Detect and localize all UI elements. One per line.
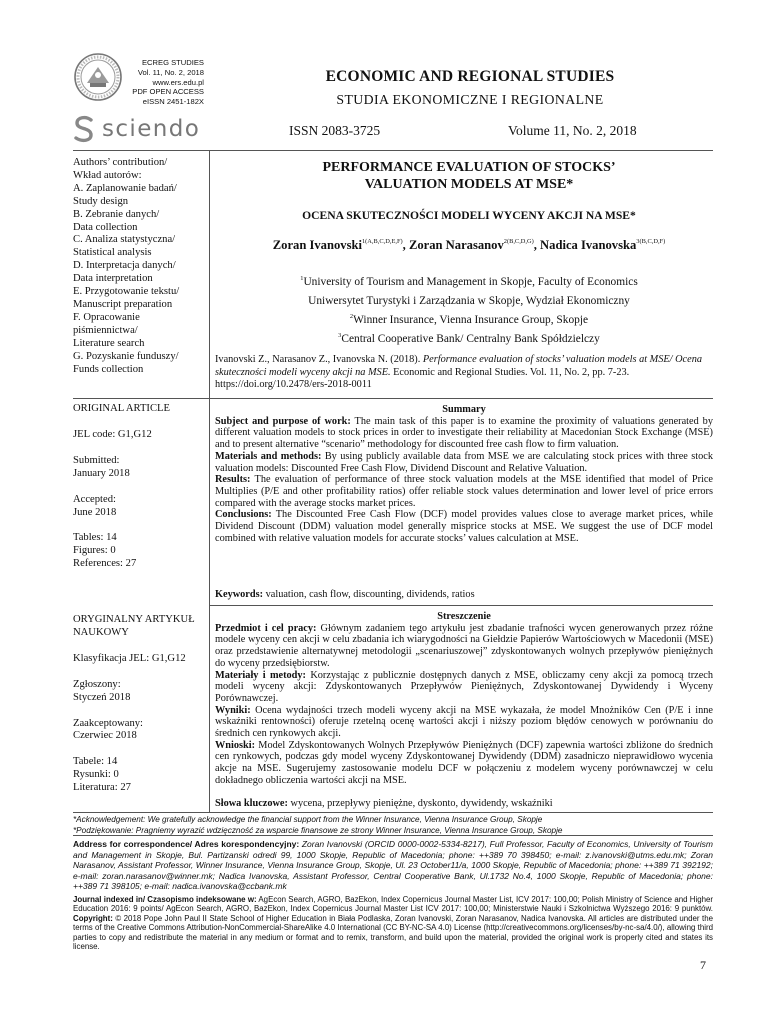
affiliation-text: Winner Insurance, Vienna Insurance Group, Skopje [353,314,589,327]
abstract-text: The Discounted Free Cash Flow (DCF) model provides values close to average market prices, while Dividend Discount (DDM) valuation model generally misprice stocks at MSE. We suggest the use of DCF model combined with relative valuation models for accurate stocks’ values calculation at MSE. [215,509,713,544]
summary-rule [209,605,713,606]
contribution-line: B. Zebranie danych/ [73,208,160,220]
author-contribution-codes: 1(A,B,C,D,E,F) [361,238,403,245]
article-info-pl [73,614,207,795]
citation-title: Performance evaluation of stocks’ valuation models at MSE/ Ocena skuteczności modeli wyceny akcji na MSE. [215,354,702,378]
jel-code: JEL code: G1,G12 [73,428,152,440]
contribution-line: A. Zaplanowanie badań/ [73,182,177,194]
abstract-label: Materiały i metody: [215,669,306,681]
abstract-text: Ocena wydajności trzech modeli wyceny akcji na MSE wykazała, że model Mnożników Cen (P/E i inne wskaźniki rentowności) oferuje rzetelną ocenę wartości akcji i niższy poziom błędów cenowych w porównaniu do średnich cen rynkowych akcji. [215,704,713,740]
affiliation-text: Uniwersytet Turystyki i Zarządzania w Skopje, Wydział Ekonomiczny [308,295,630,308]
article-type-pl-2: NAUKOWY [73,626,129,638]
citation [215,354,713,392]
abstract-text: Głównym zadaniem tego artykułu jest zbadanie trafności wycen generowanych przez różne modele wyceny cen akcji w celu zbadania ich wiarygodności na Giełdzie Papierów Wartościowych w Macedonii (MSE) oraz przedstawienie alternatywnej metodologii „scenariuszowej” zdyskontowanych wolnych przepływów pieniężnych do wyceny przedsiębiorstw. [215,622,713,669]
contribution-line: Literature search [73,337,145,349]
author-name: Zoran Ivanovski [272,238,362,252]
author-name: Zoran Narasanov [408,238,504,252]
submitted-label: Submitted: [73,454,120,466]
abstract-label: Wnioski: [215,739,256,751]
accepted-label-pl: Zaakceptowany: [73,717,144,729]
affiliations [230,271,708,347]
article-type: ORIGINAL ARTICLE [73,403,170,414]
acknowledgement-en: *Acknowledgement: We gratefully acknowledge the financial support from the Winner Insurance, Vienna Insurance Group, Skopje [73,815,543,824]
jel-code-pl: Klasyfikacja JEL: G1,G12 [73,652,186,664]
volume-info: Volume 11, No. 2, 2018 [508,123,637,138]
contribution-line: Funds collection [73,363,144,375]
references-count-pl: Literatura: 27 [73,782,131,794]
contribution-line: Authors’ contribution/ [73,157,168,168]
citation-authors: Ivanovski Z., Narasanov Z., Ivanovska N. (2018). [215,354,423,365]
keywords-pl [215,798,713,810]
section-rule [73,398,713,399]
keywords-label-pl: Słowa kluczowe: [215,798,288,809]
abstract-label: Conclusions: [215,509,272,521]
meta-line: ECREG STUDIES [141,58,204,67]
abstract-text: By using publicly available data from MSE we are calculating stock prices with three stock valuation models: Discounted Free Cash Flow, Dividend Discount and Relative Valuation. [215,450,714,474]
submitted-date: January 2018 [73,467,130,479]
journal-meta [118,58,204,107]
author-name: Nadica Ivanovska [540,238,637,252]
contribution-line: G. Pozyskanie funduszy/ [73,350,179,362]
header-rule [73,150,713,151]
author-list [230,238,708,253]
author-separator: , [533,238,541,252]
meta-line: PDF OPEN ACCESS [132,87,204,97]
contribution-line: piśmiennictwa/ [73,324,138,336]
streszczenie-heading: Streszczenie [437,611,491,622]
abstract-paragraph [215,670,713,705]
affiliation-number: 3 [338,332,342,340]
correspondence-address [73,839,713,892]
journal-seal-logo [73,52,123,102]
contribution-line: D. Interpretacja danych/ [73,260,176,272]
contribution-line: F. Opracowanie [73,311,140,323]
sciendo-logo [72,112,200,146]
abstract-label: Results: [215,474,251,486]
meta-line: Vol. 11, No. 2, 2018 [137,67,204,77]
copyright-text: © 2018 Pope John Paul II State School of Higher Education in Biała Podlaska, Zoran Ivanovski, Zoran Narasanov, Nadica Ivanovska. All articles are distributed under the terms of the Creative Commons Attribution-NonCommercial-ShareAlike 4.0 International (CC BY-NC-SA 4.0) License (http://creativecommons.org/licenses/by-nc-sa/4.0/), allowing third parties to copy and redistribute the material in any medium or format and to remix, transform, and build upon the material, provided the original work is properly cited and states its license. [73,913,713,952]
column-divider [209,150,210,812]
indexing-and-copyright [73,895,713,951]
affiliation-text: Central Cooperative Bank/ Centralny Bank Spółdzielczy [341,333,600,346]
publisher-name: sciendo [102,116,201,142]
affiliation-line [230,328,708,347]
abstract-paragraph [215,451,713,474]
tables-count: Tables: 14 [73,532,117,544]
abstract-label: Przedmiot i cel pracy: [215,622,317,634]
journal-title: ECONOMIC AND REGIONAL STUDIES [325,68,615,85]
accepted-date: June 2018 [73,506,117,518]
abstract-paragraph [215,416,713,451]
references-count: References: 27 [73,558,137,570]
keywords-text-pl: wycena, przepływy pieniężne, dyskonto, dywidendy, wskaźniki [287,798,553,809]
streszczenie-section [215,611,713,787]
affiliation-line [230,271,708,290]
abstract-label: Wyniki: [215,704,251,716]
summary-heading: Summary [442,404,486,415]
summary-items [215,416,713,545]
keywords-label: Keywords: [215,589,264,600]
issn: ISSN 2083-3725 [289,123,381,138]
affiliation-number: 2 [349,313,354,321]
acknowledgement-pl: *Podziękowanie: Pragniemy wyrazić wdzięczność za wsparcie finansowe ze strony Winner Insurance, Vienna Insurance Group, Skopje [73,826,563,835]
contribution-line: Data interpretation [73,273,153,285]
abstract-paragraph [215,474,713,509]
footnote-rule [73,812,713,813]
abstract-label: Materials and methods: [215,450,322,462]
article-type-pl: ORYGINALNY ARTYKUŁ [73,614,195,625]
keywords-en [215,589,713,601]
article-title-pl: OCENA SKUTECZNOŚCI MODELI WYCENY AKCJI NA MSE* [302,209,636,222]
abstract-text: Model Zdyskontowanych Wolnych Przepływów Pieniężnych (DCF) zapewnia wartości zbliżone do średnich cen rynkowych, podczas gdy model wyceny Zdyskontowanej Dywidendy (DDM) zasadniczo nieprawidłowo wycenia akcje na MSE. Sugerujemy zastosowanie modelu DCF w połączeniu z modelem wyceny porównawczej w celu dokładnego obliczenia wartości akcji na MSE. [215,739,713,786]
accepted-label: Accepted: [73,493,116,505]
article-title-line: VALUATION MODELS AT MSE* [364,177,574,192]
abstract-label: Subject and purpose of work: [215,415,351,427]
abstract-text: Korzystając z publicznie dostępnych danych z MSE, obliczamy ceny akcji za pomocą trzech modeli wyceny akcji: Zdyskontowanych Przepływów Pieniężnych, Zdyskontowanej Dywidendy i Wyceny Porównawczej. [215,669,713,704]
author-contribution-legend [73,157,207,376]
keywords-text: valuation, cash flow, discounting, dividends, ratios [263,589,475,600]
contribution-line: Study design [73,195,129,207]
journal-subtitle: STUDIA EKONOMICZNE I REGIONALNE [336,92,604,107]
abstract-paragraph [215,509,713,544]
contribution-line: Data collection [73,221,138,233]
address-text: Zoran Ivanovski (ORCID 0000-0002-5334-8217), Full Professor, Faculty of Economics, University of Tourism and Management in Skopje, Bul. Partizanski odredi 99, 1000 Skopje, Republic of Macedonia; phone: ++389 70 398450; e-mail: z.ivanovski@utms.edu.mk; Zoran Narasanov, Assistant Professor, Winner Insurance, Vienna Insurance Group, Skopje, Ul. 23 October11/a, 1000 Skopje, Republic of Macedonia; phone: ++389 71 392192; e-mail: zoran.narasanov@winner.mk; Nadica Ivanovska, Assistant Professor, Central Cooperative Bank, Ul.1732 No.4, 1000 Skopje, Republic of Macedonia; phone: ++389 71 398105; e-mail: nadica.ivanovska@ccbank.mk [73,839,714,891]
abstract-paragraph [215,623,713,670]
article-title [230,159,708,193]
citation-source: Economic and Regional Studies. Vol. 11, No. 2, pp. 7-23. https://doi.org/10.2478/ers-2018-0011 [215,366,630,391]
sciendo-mark-icon [72,115,96,143]
author-separator: , [402,238,409,252]
contribution-line: Manuscript preparation [73,298,173,310]
affiliation-number: 1 [300,275,304,282]
abstract-paragraph [215,705,713,740]
affiliation-line [230,290,708,309]
meta-line: eISSN 2451-182X [142,97,204,107]
contribution-line: Statistical analysis [73,247,152,259]
meta-line: www.ers.edu.pl [152,77,204,87]
indexed-label: Journal indexed in/ Czasopismo indeksowane w: [73,895,257,904]
abstract-paragraph [215,740,713,787]
author-contribution-codes: 3(B,C,D,F) [636,238,666,245]
abstract-text: The main task of this paper is to examine the proximity of valuations generated by different valuation models to stock prices in order to investigate their reliability at Macedonian Stock Exchange (MSE) and to present alternative “scenario” methodology for discounted free cash flow to firm valuation. [215,415,713,451]
copyright-label: Copyright: [73,913,113,923]
indexed-text: AgEcon Search, AGRO, BazEkon, Index Copernicus Journal Master List, ICV 2017: 100,00; Polish Ministry of Science and Higher Education 2016: 9 points/ AgEcon Search, AGRO, BazEkon, Index Copernicus Journal Master List ICV 2017: 100,00; Ministerstwie Nauki i Szkolnictwa Wyższego 2016: 9 punktów. [73,895,713,914]
streszczenie-items [215,623,713,787]
affiliation-line [230,309,708,328]
affiliation-text: University of Tourism and Management in Skopje, Faculty of Economics [303,276,638,288]
submitted-date-pl: Styczeń 2018 [73,691,131,703]
contribution-line: E. Przygotowanie tekstu/ [73,286,180,298]
author-contribution-codes: 2(B,C,D,G) [503,238,534,245]
article-info-en [73,403,207,571]
address-label: Address for correspondence/ Adres korespondencyjny: [73,839,300,849]
contribution-line: Wkład autorów: [73,169,142,181]
tables-count-pl: Tabele: 14 [73,756,118,768]
figures-count-pl: Rysunki: 0 [73,769,119,781]
accepted-date-pl: Czerwiec 2018 [73,730,137,742]
abstract-text: The evaluation of performance of three stock valuation models at the MSE identified that model of Price Multiplies (P/E and other profitability ratios) offer reliable stock values determination and lower level of price errors compared with the average stocks market prices. [215,474,713,509]
summary-section [215,404,713,544]
article-title-line: PERFORMANCE EVALUATION OF STOCKS’ [322,160,616,175]
contribution-line: C. Analiza statystyczna/ [73,234,176,246]
figures-count: Figures: 0 [73,545,116,557]
submitted-label-pl: Zgłoszony: [73,678,121,690]
page-number: 7 [700,958,706,972]
